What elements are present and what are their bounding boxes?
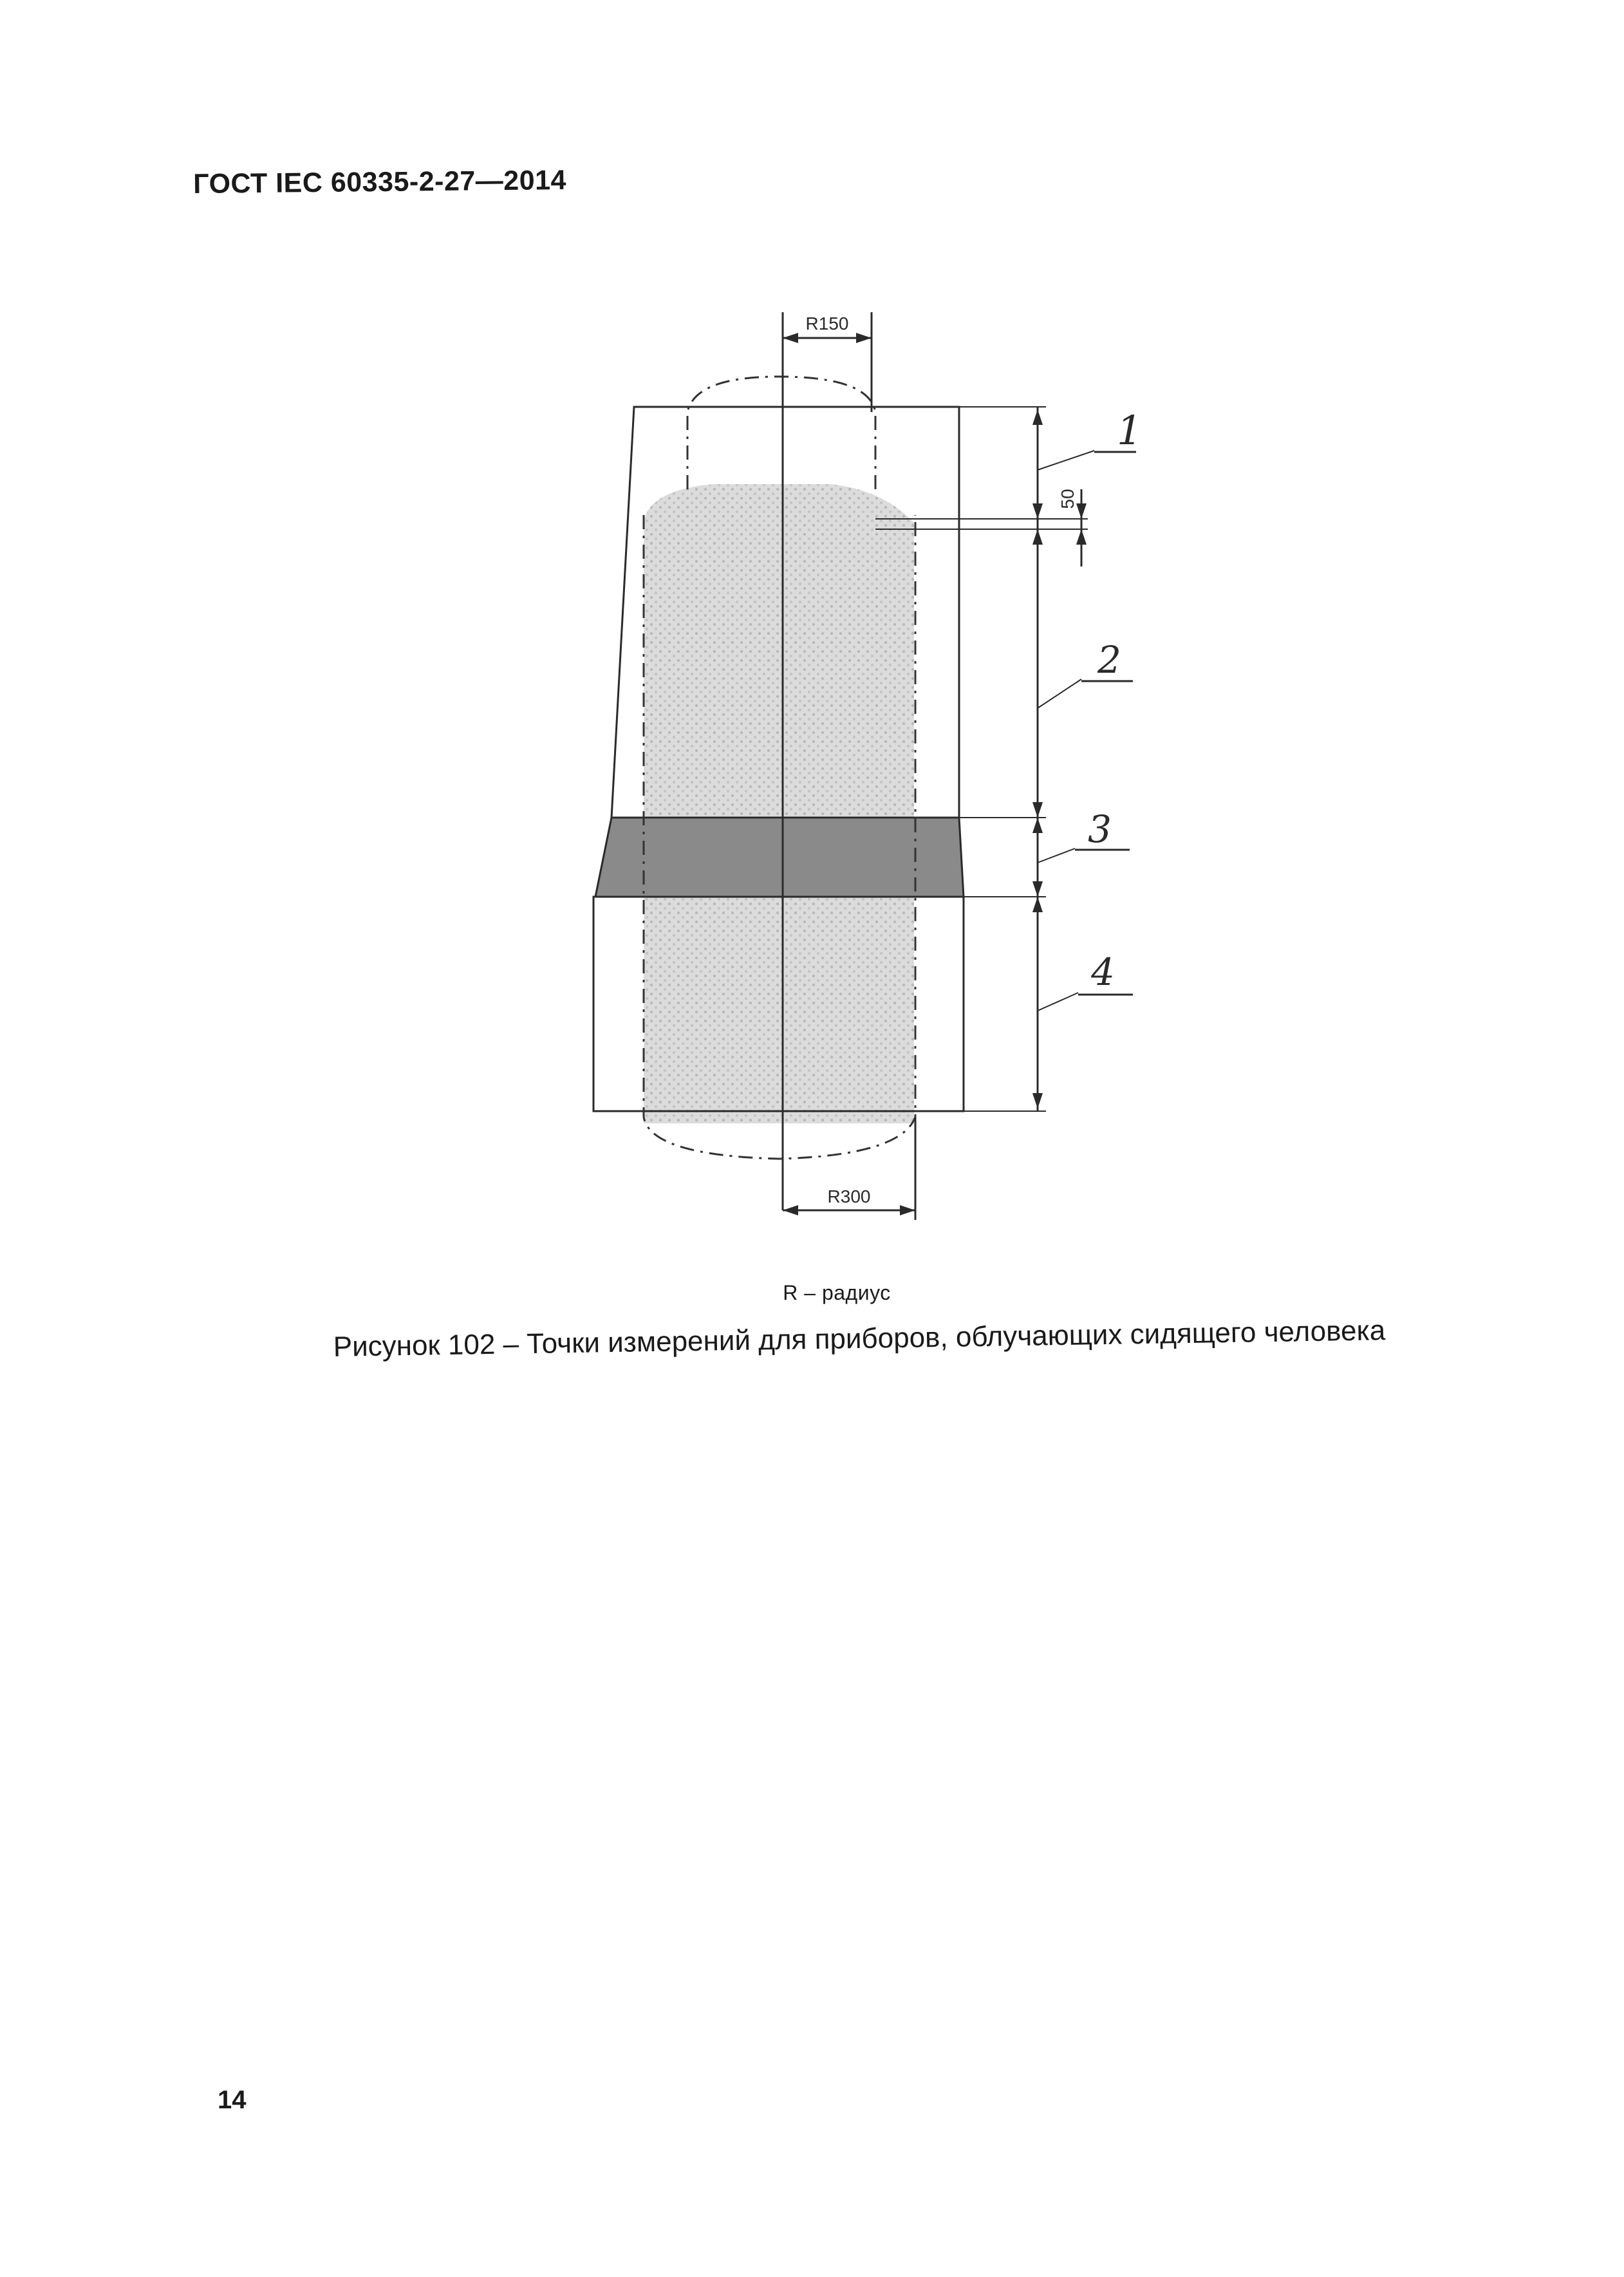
callout-1: 1 <box>1117 407 1143 454</box>
shaded-exposure-zone <box>644 484 914 1123</box>
dimension-50: 50 <box>1058 489 1078 509</box>
callout-2: 2 <box>1097 638 1121 682</box>
page-number: 14 <box>218 2086 247 2114</box>
figure-caption: Рисунок 102 – Точки измерений для приборов, облучающих сидящего человека <box>333 1315 1386 1363</box>
document-header: ГОСТ IEC 60335-2-27—2014 <box>193 164 567 200</box>
callout-3: 3 <box>1088 807 1112 851</box>
seat-band <box>595 818 964 897</box>
upper-dashed-cylinder <box>687 377 875 489</box>
callout-4: 4 <box>1091 950 1115 994</box>
dimension-r150: R150 <box>805 314 849 333</box>
dimension-r300: R300 <box>827 1186 871 1206</box>
figure-legend: R – радиус <box>783 1281 891 1304</box>
